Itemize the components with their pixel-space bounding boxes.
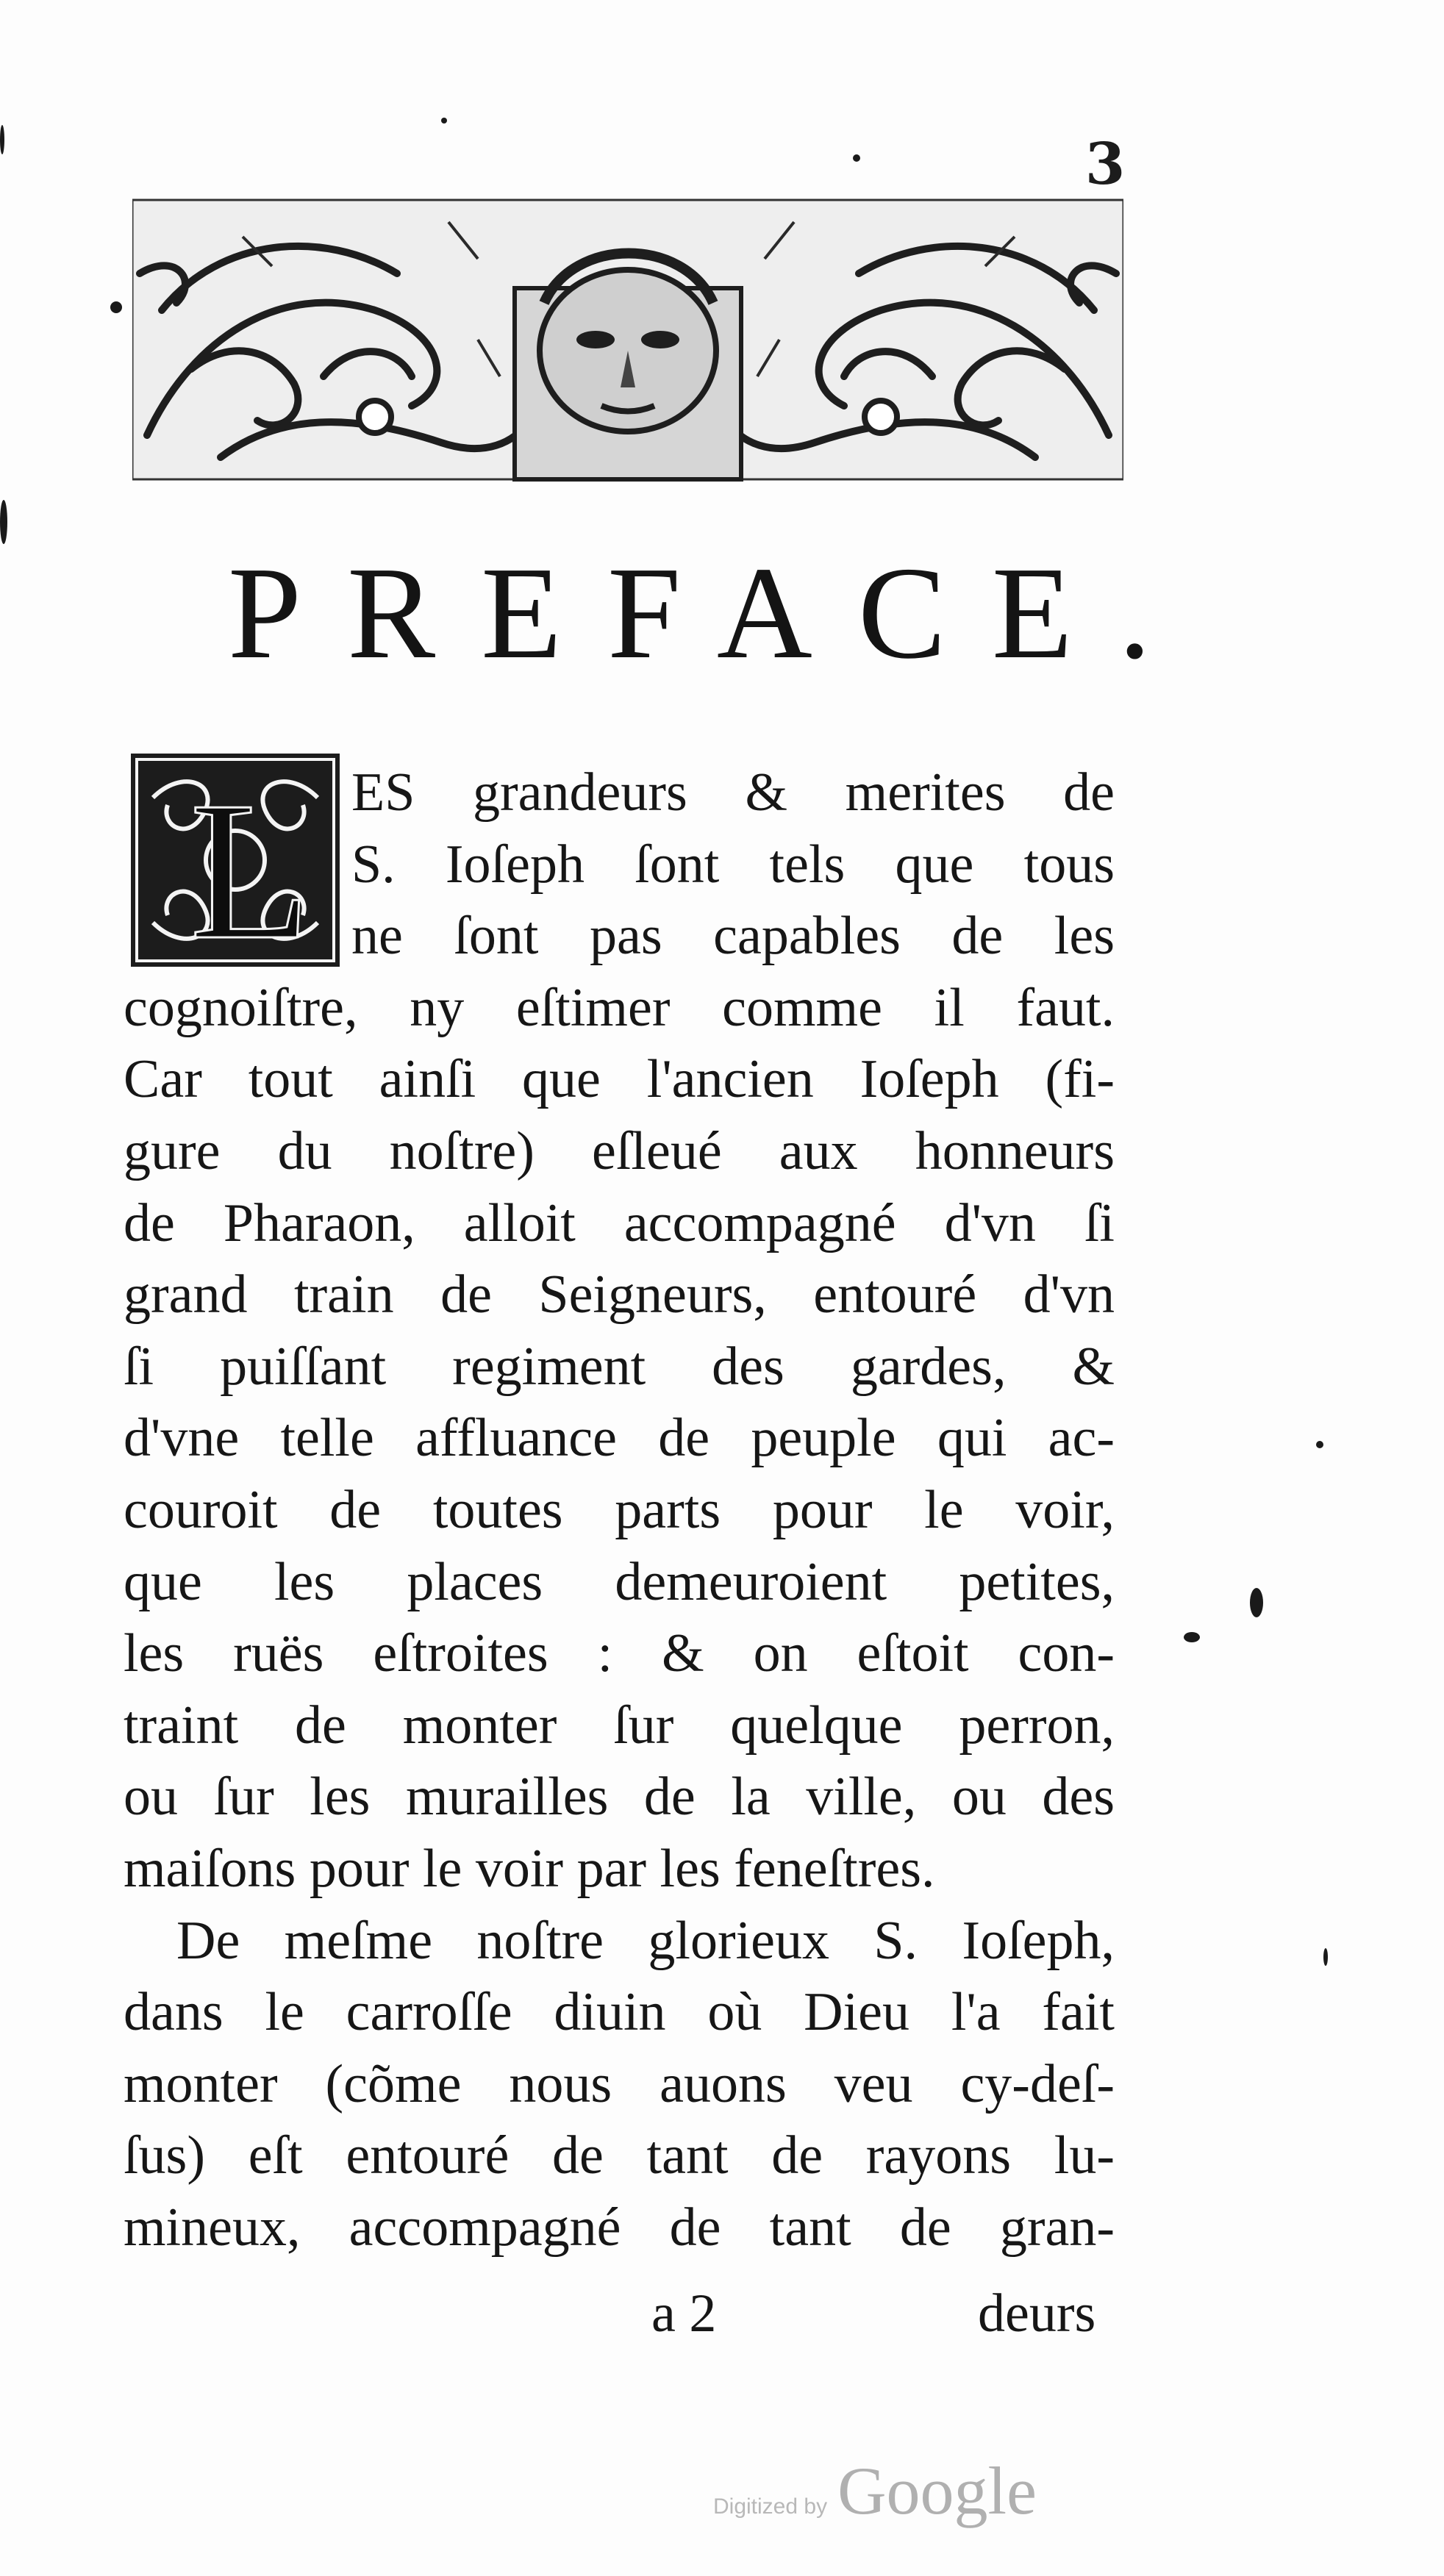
ink-speck <box>0 125 4 154</box>
text-line: ſi puiſſant regiment des gardes, & <box>124 1336 1115 1397</box>
text-line: ES grandeurs & merites de <box>351 762 1115 823</box>
digitized-by-watermark <box>713 2452 1037 2530</box>
google-logo: Google <box>837 2453 1037 2528</box>
ink-speck <box>853 154 860 162</box>
text-line: S. Ioſeph ſont tels que tous <box>351 834 1115 895</box>
dropcap-letter: L <box>190 761 311 967</box>
text-line: dans le carroſſe diuin où Dieu l'a fait <box>124 1982 1115 2043</box>
ink-speck <box>1250 1588 1263 1617</box>
text-line: les ruës eſtroites : & on eſtoit con- <box>124 1623 1115 1684</box>
ink-speck <box>0 500 7 544</box>
text-line: traint de monter ſur quelque perron, <box>124 1695 1115 1756</box>
page-title: PREFACE. <box>228 540 1197 686</box>
preface-text <box>124 757 1115 2264</box>
text-line: couroit de toutes parts pour le voir, <box>124 1479 1115 1540</box>
ornamental-headpiece <box>132 193 1123 487</box>
text-line: cognoiſtre, ny eſtimer comme il faut. <box>124 977 1115 1038</box>
preface-title-wrap <box>228 537 1197 689</box>
text-line: grand train de Seigneurs, entouré d'vn <box>124 1264 1115 1325</box>
text-line: monter (cõme nous auons veu cy-deſ- <box>124 2053 1115 2114</box>
signature-mark: a 2 <box>651 2283 717 2344</box>
text-line: De meſme noſtre glorieux S. Ioſeph, <box>176 1910 1115 1971</box>
text-line: gure du noſtre) eſleué aux honneurs <box>124 1120 1115 1181</box>
text-line: d'vne telle affluance de peuple qui ac- <box>124 1408 1115 1469</box>
text-line: mineux, accompagné de tant de gran- <box>124 2197 1115 2258</box>
catchword: deurs <box>978 2283 1096 2344</box>
text-line: que les places demeuroient petites, <box>124 1551 1115 1612</box>
text-line: maiſons pour le voir par les feneſtres. <box>124 1838 935 1899</box>
text-line: Car tout ainſi que l'ancien Ioſeph (fi- <box>124 1049 1115 1110</box>
ink-speck <box>1316 1441 1323 1448</box>
text-line: ou ſur les murailles de la ville, ou des <box>124 1767 1115 1828</box>
ink-speck <box>110 301 122 313</box>
text-line: ne ſont pas capables de les <box>351 906 1115 967</box>
page-number: 3 <box>1085 131 1126 198</box>
text-line: ſus) eſt entouré de tant de rayons lu- <box>124 2125 1115 2186</box>
text-line: de Pharaon, alloit accompagné d'vn ſi <box>124 1192 1115 1253</box>
ink-speck <box>1184 1632 1200 1642</box>
ink-speck <box>441 118 447 124</box>
ink-speck <box>1323 1948 1328 1966</box>
digitized-label: Digitized by <box>713 2494 828 2519</box>
